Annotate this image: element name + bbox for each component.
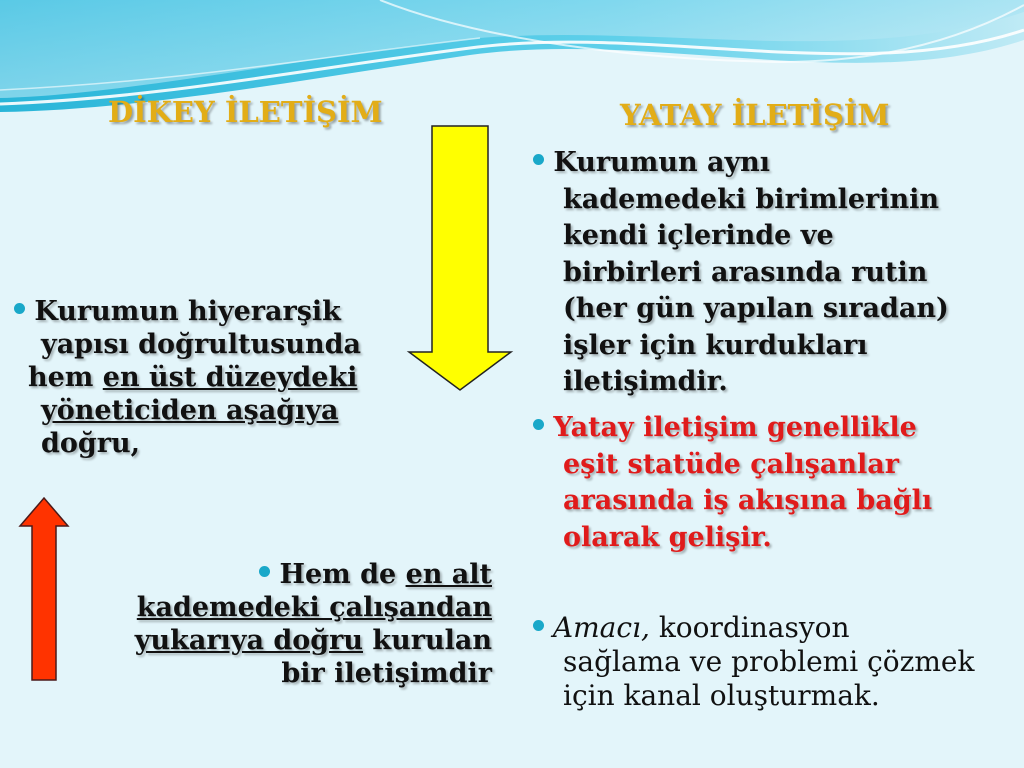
bullet-dot-icon: [259, 566, 270, 577]
left-bullet-1-line-5: doğru,: [41, 428, 141, 459]
right-bullet-1-line: birbirleri arasında rutin: [563, 256, 928, 288]
right-bullet-3-line-1: koordinasyon: [649, 611, 850, 644]
right-bullet-1-line: kademedeki birimlerinin: [563, 183, 940, 215]
right-bullet-1: [533, 145, 1023, 401]
right-bullet-1-line: kendi içlerinde ve: [563, 220, 834, 251]
right-bullet-3-line-3: için kanal oluşturmak.: [563, 679, 880, 712]
left-bullet-2-line-1-plain: Hem de: [279, 559, 406, 590]
left-bullet-2: [60, 558, 492, 690]
left-bullet-1-line-2: yapısı doğrultusunda: [41, 329, 361, 360]
right-bullet-3: [533, 611, 1023, 713]
left-bullet-2-line-3-underline: yukarıya doğru: [134, 625, 364, 656]
right-bullet-1-line: iletişimdir.: [563, 366, 728, 397]
left-bullet-1-line-3-underline: en üst düzeydeki: [102, 362, 358, 393]
bullet-dot-icon: [533, 154, 544, 165]
right-bullet-1-line: Kurumun aynı: [553, 147, 771, 178]
right-bullet-2-line: eşit statüde çalışanlar: [563, 448, 899, 480]
right-bullet-2-line: Yatay iletişim genellikle: [553, 412, 917, 443]
right-bullet-2-line: olarak gelişir.: [563, 521, 772, 553]
left-bullet-1-line-3-plain: hem: [28, 362, 103, 393]
bullet-dot-icon: [14, 303, 25, 314]
right-bullet-1-line: (her gün yapılan sıradan): [563, 293, 949, 324]
left-bullet-2-line-1-underline: en alt: [405, 559, 492, 590]
left-bullet-1: [14, 295, 434, 460]
right-bullet-3-line-2: sağlama ve problemi çözmek: [563, 645, 975, 678]
right-bullet-2: [533, 410, 1023, 556]
right-bullet-2-line: arasında iş akışına bağlı: [563, 485, 933, 516]
left-bullet-2-line-3-plain: kurulan: [363, 625, 492, 656]
left-title: DİKEY İLETİŞİM: [108, 95, 383, 129]
right-bullet-1-line: işler için kurdukları: [563, 329, 868, 361]
right-bullet-3-italic: Amacı,: [552, 611, 650, 644]
left-bullet-1-line-1: Kurumun hiyerarşik: [34, 296, 341, 327]
right-title: YATAY İLETİŞİM: [620, 98, 890, 132]
left-bullet-2-line-4: bir iletişimdir: [281, 658, 492, 689]
bullet-dot-icon: [533, 620, 544, 631]
left-bullet-1-line-4: yöneticiden aşağıya: [41, 395, 339, 426]
bullet-dot-icon: [533, 419, 544, 430]
left-bullet-2-line-2: kademedeki çalışandan: [136, 592, 492, 623]
